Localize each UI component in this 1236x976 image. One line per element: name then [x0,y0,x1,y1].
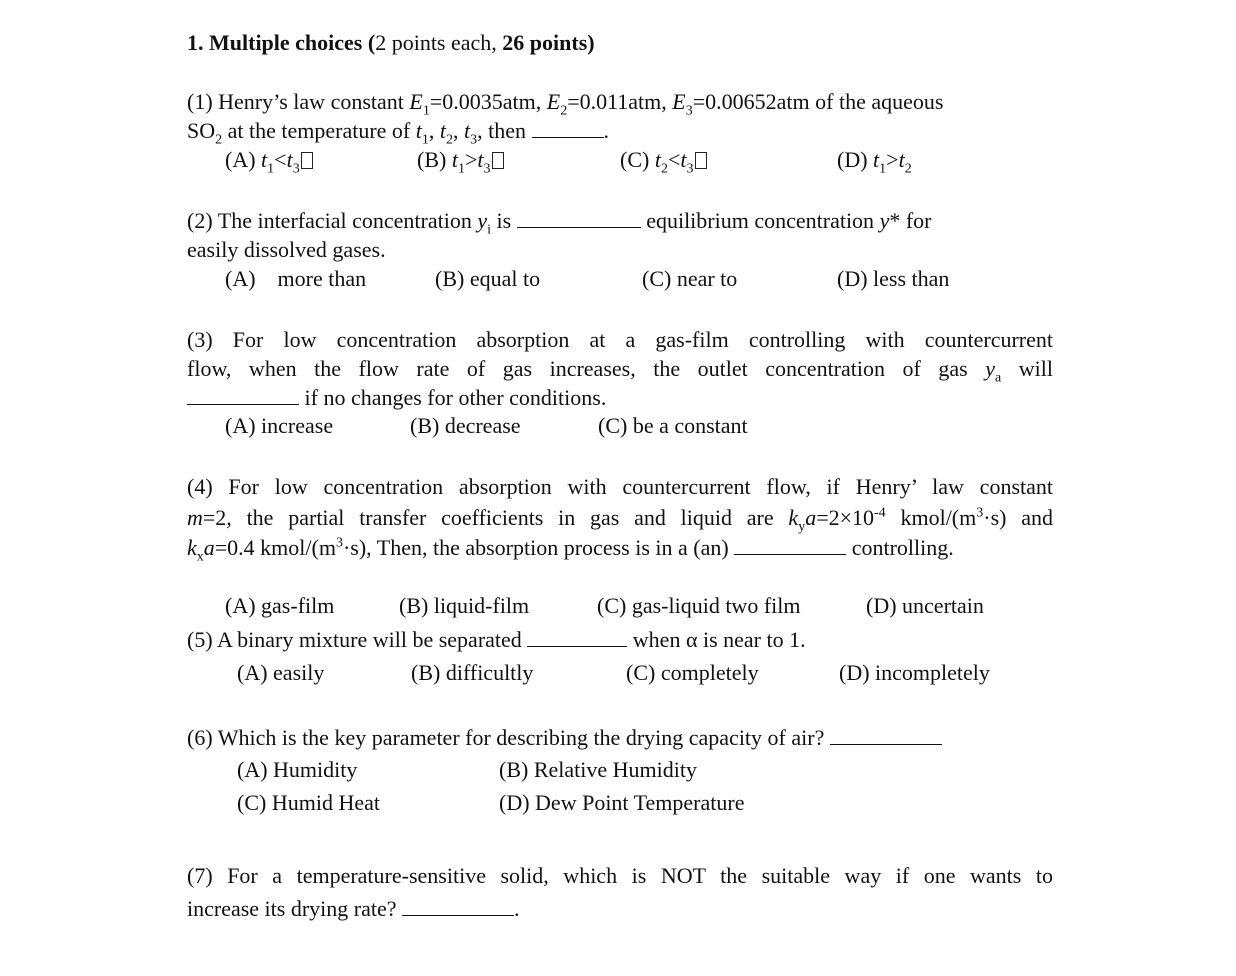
option-c[interactable]: (C) completely [626,660,759,685]
question-5-line-1: (5) A binary mixture will be separated when α is near to 1. [187,627,806,652]
answer-blank[interactable] [830,726,942,745]
answer-blank[interactable] [532,119,604,138]
option-a[interactable]: (A) more than [225,266,367,291]
option-b[interactable]: (B) $t_1>t_3$ [417,145,504,174]
missing-glyph-box-icon [695,152,707,169]
question-4-line-1: (4) For low concentration absorption with countercurrent flow, if Henry’ law constant [187,474,1053,499]
question-2-line-1: (2) The interfacial concentration $y_i$ is equilibrium concentration y* for [187,208,932,238]
option-a[interactable]: (A) $t_1<t_3$ [225,145,313,174]
question-3-line-1: (3) For low concentration absorption at a gas-film controlling with countercurrent [187,327,1053,352]
option-a[interactable]: (A) gas-film [225,593,335,618]
option-c[interactable]: (C) gas-liquid two film [597,593,801,618]
question-7 [187,861,1053,923]
answer-blank[interactable] [527,628,627,647]
question-3 [187,325,1053,438]
question-5 [187,625,1053,685]
option-b[interactable]: (B) Relative Humidity [499,757,697,782]
question-3-line-3: if no changes for other conditions. [187,383,1053,412]
option-a[interactable]: (A) Humidity [237,757,358,782]
question-2 [187,206,1053,291]
option-c[interactable]: (C) near to [642,266,738,291]
question-7-line-1: (7) For a temperature-sensitive solid, which is NOT the suitable way if one wants to [187,863,1053,888]
option-c[interactable]: (C) be a constant [598,413,748,438]
question-3-line-2: flow, when the flow rate of gas increases, the outlet concentration of gas $y_a$ will [187,356,1053,386]
heading-total: 26 points) [502,30,595,55]
option-a[interactable]: (A) easily [237,660,325,685]
answer-blank[interactable] [402,897,514,916]
answer-blank[interactable] [187,386,299,405]
heading-number: 1. [187,30,204,55]
option-d[interactable]: (D) uncertain [866,593,984,618]
option-d[interactable]: (D) Dew Point Temperature [499,790,745,815]
question-6 [187,723,1053,815]
option-c[interactable]: (C) Humid Heat [237,790,380,815]
option-a[interactable]: (A) increase [225,413,334,438]
option-b[interactable]: (B) liquid-film [399,593,530,618]
option-b[interactable]: (B) difficultly [411,660,534,685]
heading-label: Multiple choices ( [209,30,376,55]
option-d[interactable]: (D) less than [837,266,950,291]
question-7-line-2: increase its drying rate? . [187,896,520,921]
option-d[interactable]: (D) incompletely [839,660,990,685]
answer-blank[interactable] [734,536,846,555]
missing-glyph-box-icon [492,152,504,169]
question-1-line-2: $SO_2$ at the temperature of $t_1$, $t_2$, $t_3$, then . [187,118,610,148]
question-4 [187,472,1054,618]
question-4-line-3: $k_xa=0.4$ kmol/$(m^3\cdot s)$, Then, the absorption process is in a (an) controlling. [187,535,954,565]
question-4-line-2: m=2, the partial transfer coefficients in gas and liquid are $k_ya=2\times 10^{-4}$ kmol/$(m^3\cdot s)$ and [187,505,1054,535]
option-b[interactable]: (B) equal to [435,266,541,291]
answer-blank[interactable] [517,209,641,228]
section-heading [187,28,1053,57]
option-d[interactable]: (D) $t_1>t_2$ [837,147,912,177]
question-2-line-2: easily dissolved gases. [187,237,386,262]
missing-glyph-box-icon [301,152,313,169]
question-1 [187,87,1053,177]
option-b[interactable]: (B) decrease [410,413,521,438]
option-c[interactable]: (C) $t_2<t_3$ [620,145,707,174]
question-6-line-1: (6) Which is the key parameter for describing the drying capacity of air? [187,723,1053,752]
heading-points-each: 2 points each, [375,30,497,55]
question-1-line-1: (1) Henry’s law constant $E_1=0.0035atm$, $E_2=0.011atm$, $E_3=0.00652atm$ of the aqueous [187,89,944,119]
